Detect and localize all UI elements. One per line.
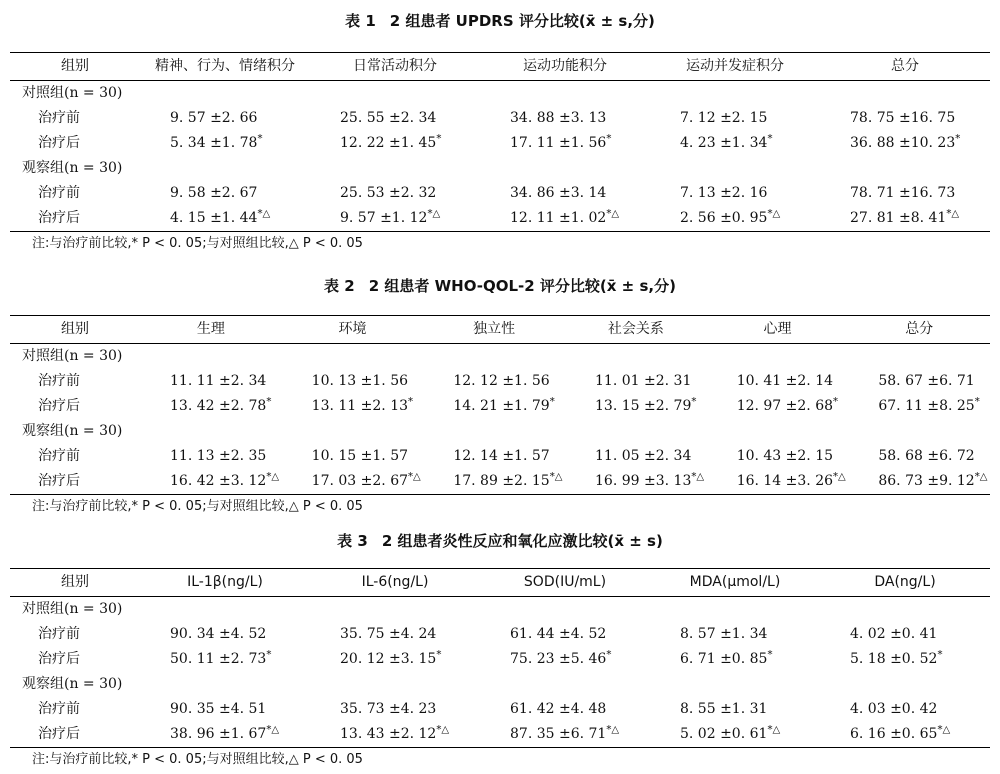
table-cell xyxy=(140,444,282,469)
significance-mark: * xyxy=(606,649,612,661)
header-cell: 精神、行为、情绪积分 xyxy=(155,58,295,74)
cell-value: 13. 15 ±2. 79 xyxy=(595,398,692,414)
cell-value: 67. 11 ±8. 25 xyxy=(878,398,975,414)
significance-mark: *△ xyxy=(266,724,280,736)
cell-value: 25. 53 ±2. 32 xyxy=(340,185,437,201)
cell-value: 9. 57 ±2. 66 xyxy=(170,110,258,126)
table-cell xyxy=(650,206,820,231)
cell-value: 78. 75 ±16. 75 xyxy=(850,110,956,126)
cell-value: 5. 18 ±0. 52 xyxy=(850,651,938,667)
cell-value: 25. 55 ±2. 34 xyxy=(340,110,437,126)
header-cell: 组别 xyxy=(61,58,89,74)
table-cell xyxy=(820,697,990,722)
cell-value: 10. 43 ±2. 15 xyxy=(736,448,834,464)
table-2 xyxy=(10,275,990,519)
cell-value: 12. 97 ±2. 68 xyxy=(736,398,834,414)
significance-mark: *△ xyxy=(767,208,781,220)
significance-mark: * xyxy=(833,396,839,408)
cell-value: 17. 03 ±2. 67 xyxy=(311,473,409,489)
table-cell xyxy=(140,181,310,206)
significance-mark: * xyxy=(436,133,442,145)
header-cell: 组别 xyxy=(61,321,89,337)
cell-value: 27. 81 ±8. 41 xyxy=(850,210,947,226)
cell-value: 9. 57 ±1. 12 xyxy=(340,210,428,226)
cell-value: 16. 42 ±3. 12 xyxy=(170,473,267,489)
table-body xyxy=(10,597,990,747)
group-label: 观察组(n = 30) xyxy=(22,160,123,176)
cell-value: 34. 86 ±3. 14 xyxy=(510,185,607,201)
significance-mark: *△ xyxy=(937,724,951,736)
table-cell xyxy=(480,131,650,156)
cell-value: 12. 12 ±1. 56 xyxy=(453,373,550,389)
row-label: 治疗前 xyxy=(38,373,80,389)
cell-value: 61. 42 ±4. 48 xyxy=(510,701,607,717)
table-body xyxy=(10,81,990,231)
cell-value: 6. 71 ±0. 85 xyxy=(680,651,768,667)
significance-mark: *△ xyxy=(408,471,421,483)
header-cell: 生理 xyxy=(196,321,225,337)
row-label: 治疗前 xyxy=(38,110,80,126)
table-cell xyxy=(820,722,990,747)
row-label: 治疗前 xyxy=(38,448,80,464)
cell-value: 14. 21 ±1. 79 xyxy=(453,398,550,414)
cell-value: 75. 23 ±5. 46 xyxy=(510,651,607,667)
table-title xyxy=(10,275,990,297)
header-cell: SOD(IU/mL) xyxy=(523,574,607,590)
header-cell: 总分 xyxy=(905,321,934,337)
significance-mark: * xyxy=(257,133,263,145)
table-cell xyxy=(820,181,990,206)
group-label: 对照组(n = 30) xyxy=(22,85,123,101)
cell-value: 17. 89 ±2. 15 xyxy=(453,473,550,489)
table-row xyxy=(10,369,990,394)
significance-mark: * xyxy=(974,396,980,408)
header-cell: 组别 xyxy=(61,574,89,590)
table-cell xyxy=(565,394,707,419)
row-label: 治疗前 xyxy=(38,701,80,717)
table-cell xyxy=(480,206,650,231)
row-label: 治疗后 xyxy=(38,398,80,414)
header-cell: 环境 xyxy=(338,321,367,337)
header-cell: 总分 xyxy=(891,58,919,74)
table-cell xyxy=(480,622,650,647)
cell-value: 13. 42 ±2. 78 xyxy=(170,398,267,414)
row-label: 治疗后 xyxy=(38,651,80,667)
table-cell xyxy=(707,444,849,469)
table-cell xyxy=(820,106,990,131)
table-cell xyxy=(140,131,310,156)
cell-value: 11. 05 ±2. 34 xyxy=(595,448,692,464)
table-title xyxy=(10,10,990,32)
significance-mark: *△ xyxy=(606,724,620,736)
table-cell xyxy=(140,647,310,672)
table-cell xyxy=(282,394,424,419)
table-cell xyxy=(480,181,650,206)
row-label: 治疗前 xyxy=(38,185,80,201)
table-cell xyxy=(423,469,565,494)
table-row xyxy=(10,206,990,231)
table-cell xyxy=(310,181,480,206)
table-cell xyxy=(140,206,310,231)
cell-value: 13. 43 ±2. 12 xyxy=(340,726,437,742)
table-cell xyxy=(650,722,820,747)
cell-value: 17. 11 ±1. 56 xyxy=(510,135,607,151)
table-cell xyxy=(820,131,990,156)
table-cell xyxy=(310,647,480,672)
table-cell xyxy=(423,369,565,394)
cell-value: 36. 88 ±10. 23 xyxy=(850,135,956,151)
table-row xyxy=(10,444,990,469)
cell-value: 11. 01 ±2. 31 xyxy=(595,373,692,389)
cell-value: 4. 23 ±1. 34 xyxy=(680,135,768,151)
cell-value: 58. 68 ±6. 72 xyxy=(878,448,975,464)
significance-mark: *△ xyxy=(767,724,781,736)
cell-value: 10. 13 ±1. 56 xyxy=(311,373,409,389)
significance-mark: * xyxy=(266,649,272,661)
cell-value: 20. 12 ±3. 15 xyxy=(340,651,437,667)
table-cell xyxy=(310,697,480,722)
table-row xyxy=(10,181,990,206)
table-cell xyxy=(282,369,424,394)
significance-mark: * xyxy=(767,133,773,145)
table-cell xyxy=(423,394,565,419)
table-cell xyxy=(310,622,480,647)
significance-mark: * xyxy=(767,649,773,661)
significance-mark: *△ xyxy=(549,471,563,483)
table-row xyxy=(10,106,990,131)
table-note: 注:与治疗前比较,* P < 0. 05;与对照组比较,△ P < 0. 05 xyxy=(32,236,363,251)
cell-value: 16. 99 ±3. 13 xyxy=(595,473,692,489)
table-cell xyxy=(848,444,990,469)
cell-value: 35. 73 ±4. 23 xyxy=(340,701,437,717)
cell-value: 10. 15 ±1. 57 xyxy=(311,448,409,464)
cell-value: 11. 13 ±2. 35 xyxy=(170,448,267,464)
group-row xyxy=(10,672,990,697)
table-cell xyxy=(310,722,480,747)
cell-value: 38. 96 ±1. 67 xyxy=(170,726,267,742)
table-3 xyxy=(10,530,990,772)
significance-mark: *△ xyxy=(691,471,705,483)
significance-mark: *△ xyxy=(436,724,450,736)
table-row xyxy=(10,647,990,672)
group-row xyxy=(10,597,990,622)
row-label: 治疗后 xyxy=(38,473,80,489)
cell-value: 50. 11 ±2. 73 xyxy=(170,651,267,667)
table-1 xyxy=(10,10,990,256)
table-cell xyxy=(650,622,820,647)
cell-value: 8. 57 ±1. 34 xyxy=(680,626,768,642)
table-cell xyxy=(480,697,650,722)
significance-mark: * xyxy=(266,396,272,408)
cell-value: 5. 34 ±1. 78 xyxy=(170,135,258,151)
table-cell xyxy=(282,444,424,469)
table-note: 注:与治疗前比较,* P < 0. 05;与对照组比较,△ P < 0. 05 xyxy=(32,499,363,514)
group-label: 观察组(n = 30) xyxy=(22,676,123,692)
header-cell: 运动功能积分 xyxy=(523,58,607,74)
header-cell: 社会关系 xyxy=(607,321,664,337)
cell-value: 16. 14 ±3. 26 xyxy=(736,473,834,489)
cell-value: 6. 16 ±0. 65 xyxy=(850,726,938,742)
table-body xyxy=(10,344,990,494)
significance-mark: * xyxy=(937,649,943,661)
significance-mark: * xyxy=(549,396,555,408)
table-row xyxy=(10,622,990,647)
cell-value: 12. 14 ±1. 57 xyxy=(453,448,550,464)
table-cell xyxy=(140,722,310,747)
table-cell xyxy=(820,647,990,672)
cell-value: 11. 11 ±2. 34 xyxy=(170,373,267,389)
table-cell xyxy=(565,444,707,469)
significance-mark: *△ xyxy=(974,471,988,483)
table-cell xyxy=(707,369,849,394)
table-number: 表 2 xyxy=(324,277,355,295)
table-cell xyxy=(282,469,424,494)
cell-value: 90. 34 ±4. 52 xyxy=(170,626,267,642)
group-row xyxy=(10,81,990,106)
significance-mark: * xyxy=(691,396,697,408)
row-label: 治疗后 xyxy=(38,210,80,226)
cell-value: 34. 88 ±3. 13 xyxy=(510,110,607,126)
group-label: 对照组(n = 30) xyxy=(22,601,123,617)
table-row xyxy=(10,394,990,419)
table-cell xyxy=(650,697,820,722)
group-row xyxy=(10,156,990,181)
table-cell xyxy=(140,469,282,494)
cell-value: 10. 41 ±2. 14 xyxy=(736,373,834,389)
table-cell xyxy=(140,369,282,394)
table-cell xyxy=(310,131,480,156)
cell-value: 90. 35 ±4. 51 xyxy=(170,701,267,717)
significance-mark: * xyxy=(436,649,442,661)
significance-mark: * xyxy=(606,133,612,145)
group-label: 对照组(n = 30) xyxy=(22,348,123,364)
cell-value: 87. 35 ±6. 71 xyxy=(510,726,607,742)
header-row xyxy=(10,569,990,596)
table-cell xyxy=(140,106,310,131)
cell-value: 13. 11 ±2. 13 xyxy=(311,398,409,414)
table-cell xyxy=(820,206,990,231)
table-row xyxy=(10,722,990,747)
table-cell xyxy=(140,394,282,419)
cell-value: 7. 12 ±2. 15 xyxy=(680,110,768,126)
cell-value: 4. 03 ±0. 42 xyxy=(850,701,938,717)
table-cell xyxy=(565,369,707,394)
header-cell: IL-1β(ng/L) xyxy=(187,574,263,590)
header-cell: MDA(μmol/L) xyxy=(689,574,781,590)
header-row xyxy=(10,53,990,80)
table-number: 表 1 xyxy=(345,12,376,30)
table-cell xyxy=(848,469,990,494)
significance-mark: *△ xyxy=(427,208,441,220)
table-cell xyxy=(140,622,310,647)
significance-mark: *△ xyxy=(833,471,846,483)
table-cell xyxy=(707,394,849,419)
table-row xyxy=(10,697,990,722)
cell-value: 9. 58 ±2. 67 xyxy=(170,185,258,201)
table-cell xyxy=(650,181,820,206)
significance-mark: *△ xyxy=(257,208,271,220)
significance-mark: *△ xyxy=(946,208,960,220)
cell-value: 78. 71 ±16. 73 xyxy=(850,185,956,201)
cell-value: 4. 15 ±1. 44 xyxy=(170,210,258,226)
table-cell xyxy=(820,622,990,647)
table-cell xyxy=(848,369,990,394)
cell-value: 61. 44 ±4. 52 xyxy=(510,626,607,642)
table-caption: 2 组患者 UPDRS 评分比较(x̄ ± s,分) xyxy=(389,12,655,30)
table-note: 注:与治疗前比较,* P < 0. 05;与对照组比较,△ P < 0. 05 xyxy=(32,752,363,767)
header-cell: 心理 xyxy=(763,321,792,337)
row-label: 治疗后 xyxy=(38,726,80,742)
row-label: 治疗前 xyxy=(38,626,80,642)
table-title xyxy=(10,530,990,552)
table-cell xyxy=(565,469,707,494)
table-caption: 2 组患者炎性反应和氧化应激比较(x̄ ± s) xyxy=(381,532,663,550)
cell-value: 12. 11 ±1. 02 xyxy=(510,210,607,226)
table-cell xyxy=(650,106,820,131)
cell-value: 86. 73 ±9. 12 xyxy=(878,473,975,489)
table-row xyxy=(10,131,990,156)
header-cell: 运动并发症积分 xyxy=(686,58,784,74)
table-caption: 2 组患者 WHO-QOL-2 评分比较(x̄ ± s,分) xyxy=(368,277,676,295)
table-cell xyxy=(480,106,650,131)
group-row xyxy=(10,419,990,444)
header-row xyxy=(10,316,990,343)
header-cell: DA(ng/L) xyxy=(874,574,936,590)
table-cell xyxy=(423,444,565,469)
table-cell xyxy=(480,722,650,747)
significance-mark: * xyxy=(955,133,961,145)
table-number: 表 3 xyxy=(337,532,368,550)
header-cell: 日常活动积分 xyxy=(353,58,437,74)
header-cell: 独立性 xyxy=(473,321,516,337)
cell-value: 2. 56 ±0. 95 xyxy=(680,210,768,226)
significance-mark: * xyxy=(408,396,414,408)
table-cell xyxy=(707,469,849,494)
group-label: 观察组(n = 30) xyxy=(22,423,123,439)
table-cell xyxy=(310,206,480,231)
significance-mark: *△ xyxy=(606,208,620,220)
cell-value: 7. 13 ±2. 16 xyxy=(680,185,768,201)
table-cell xyxy=(650,647,820,672)
cell-value: 58. 67 ±6. 71 xyxy=(878,373,975,389)
table-cell xyxy=(140,697,310,722)
row-label: 治疗后 xyxy=(38,135,80,151)
cell-value: 5. 02 ±0. 61 xyxy=(680,726,768,742)
cell-value: 8. 55 ±1. 31 xyxy=(680,701,768,717)
cell-value: 12. 22 ±1. 45 xyxy=(340,135,437,151)
table-cell xyxy=(650,131,820,156)
table-cell xyxy=(310,106,480,131)
table-row xyxy=(10,469,990,494)
cell-value: 4. 02 ±0. 41 xyxy=(850,626,938,642)
table-cell xyxy=(848,394,990,419)
cell-value: 35. 75 ±4. 24 xyxy=(340,626,437,642)
header-cell: IL-6(ng/L) xyxy=(361,574,429,590)
table-cell xyxy=(480,647,650,672)
group-row xyxy=(10,344,990,369)
significance-mark: *△ xyxy=(266,471,280,483)
